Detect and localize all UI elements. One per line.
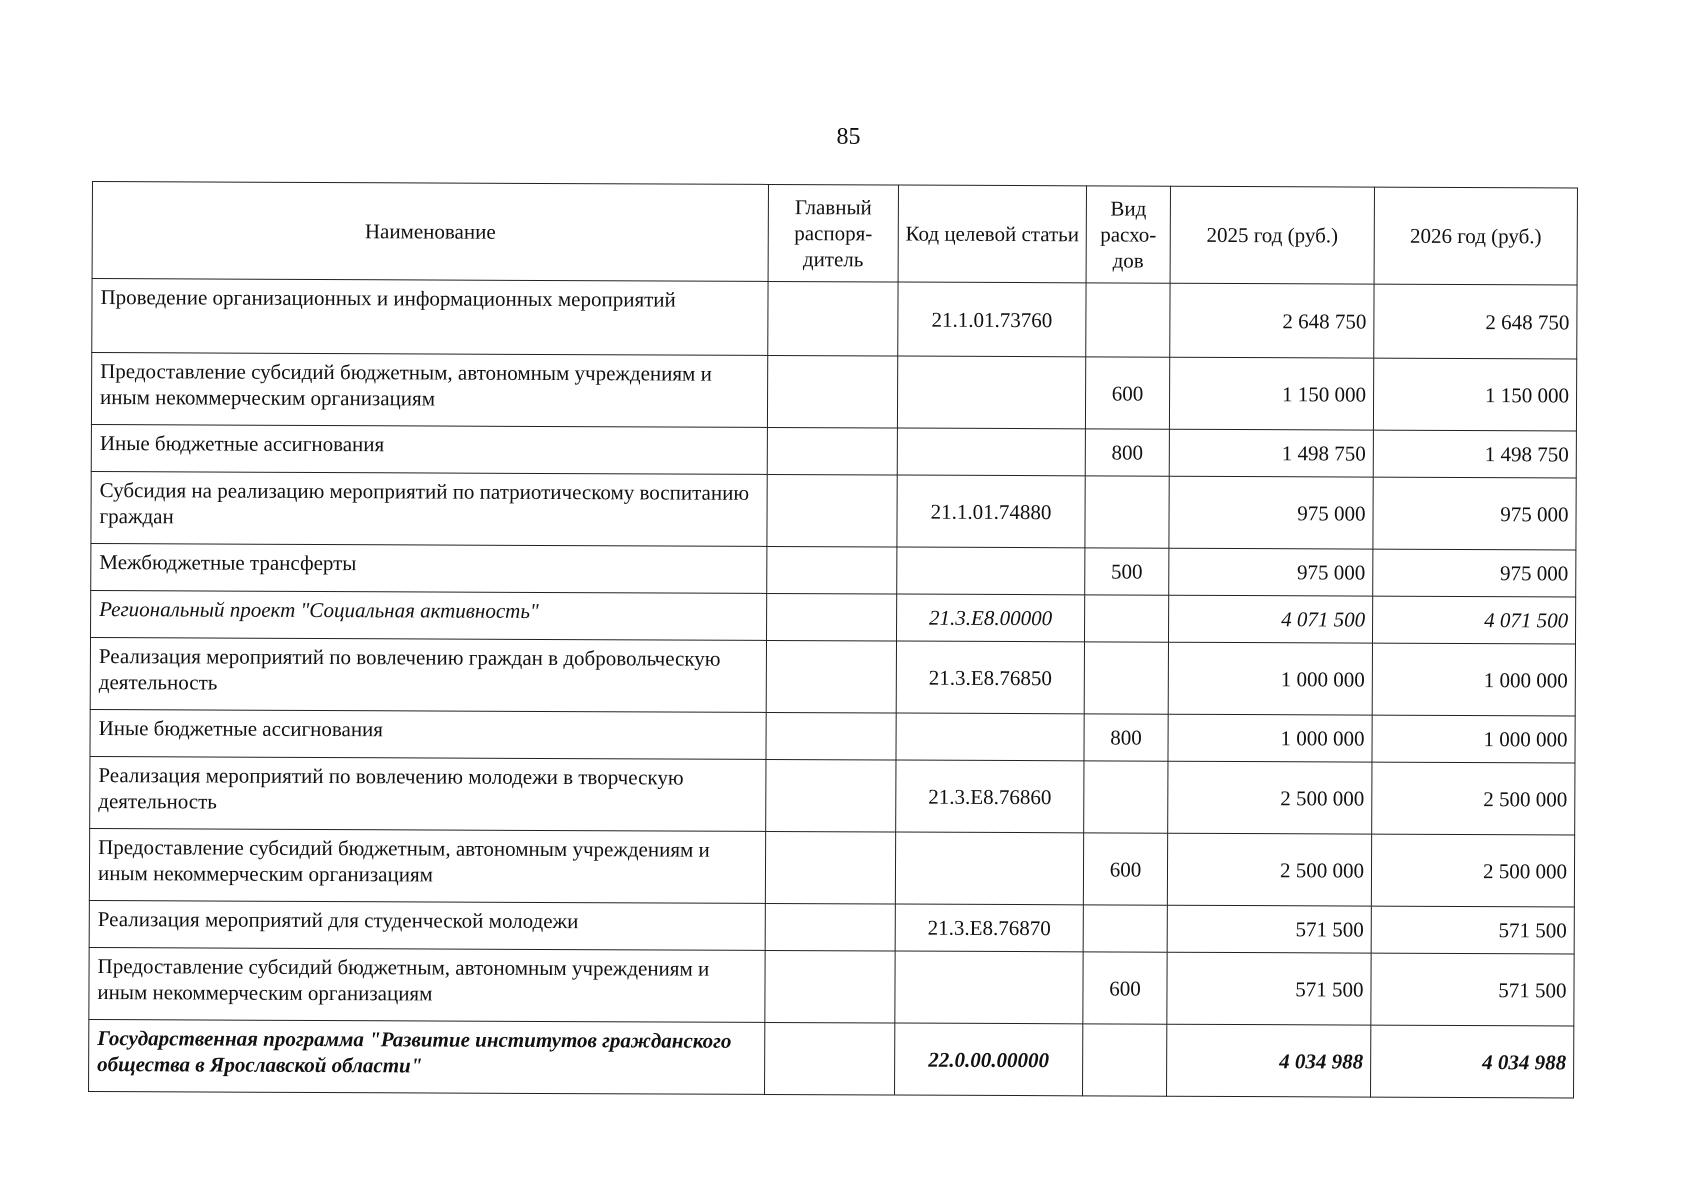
cell-kind: 500: [1085, 548, 1169, 595]
cell-code: 21.3.Е8.76870: [895, 904, 1083, 952]
cell-y2026: 1 498 750: [1373, 430, 1576, 478]
header-name: Наименование: [92, 182, 768, 282]
cell-manager: [768, 281, 898, 356]
cell-y2026: 571 500: [1371, 953, 1574, 1026]
table-row: [91, 424, 1576, 477]
cell-kind: [1083, 1024, 1167, 1096]
cell-y2025: 1 000 000: [1168, 714, 1372, 762]
cell-y2025: 2 500 000: [1167, 833, 1371, 906]
table-body: [89, 279, 1578, 1098]
table-row: [91, 590, 1576, 643]
cell-kind: [1083, 905, 1167, 952]
cell-kind: 800: [1085, 429, 1169, 476]
cell-y2025: 4 034 988: [1167, 1024, 1371, 1097]
budget-table: [88, 181, 1578, 1098]
cell-kind: [1085, 476, 1169, 548]
cell-kind: [1086, 283, 1170, 357]
page-number: 85: [836, 124, 861, 150]
cell-code: [896, 713, 1084, 761]
table-row: [89, 900, 1574, 953]
cell-manager: [767, 474, 897, 547]
cell-code: 22.0.00.00000: [895, 1023, 1083, 1096]
cell-manager: [767, 593, 897, 641]
cell-manager: [767, 427, 897, 475]
cell-y2026: 1 000 000: [1372, 715, 1575, 763]
cell-name: Субсидия на реализацию мероприятий по патриотическому воспитанию граждан: [91, 471, 767, 546]
cell-y2025: 4 071 500: [1168, 595, 1372, 643]
cell-code: 21.3.Е8.00000: [897, 594, 1085, 642]
table-row: [89, 947, 1574, 1025]
cell-y2026: 4 034 988: [1371, 1025, 1574, 1098]
cell-manager: [765, 950, 895, 1023]
table-row: [90, 637, 1575, 715]
cell-y2025: 571 500: [1167, 905, 1371, 953]
cell-y2025: 2 500 000: [1168, 761, 1372, 834]
cell-code: 21.3.Е8.76860: [896, 760, 1084, 833]
cell-kind: [1084, 642, 1168, 714]
cell-name: Иные бюджетные ассигнования: [90, 709, 766, 759]
cell-name: Региональный проект "Социальная активность": [91, 590, 767, 640]
cell-name: Реализация мероприятий для студенческой молодежи: [89, 900, 765, 950]
cell-y2026: 1 150 000: [1373, 358, 1576, 431]
cell-manager: [767, 355, 897, 428]
header-kind: Вид расхо-дов: [1086, 186, 1170, 283]
cell-name: Иные бюджетные ассигнования: [91, 424, 767, 474]
cell-y2026: 1 000 000: [1372, 643, 1575, 716]
cell-code: [895, 951, 1083, 1024]
header-manager: Главный распоря-дитель: [768, 184, 898, 282]
cell-y2026: 2 500 000: [1371, 834, 1574, 907]
table-row: [90, 756, 1575, 834]
cell-code: 21.1.01.73760: [898, 282, 1086, 357]
cell-name: Предоставление субсидий бюджетным, автономным учреждениям и иным некоммерческим организациям: [89, 828, 765, 903]
cell-code: [897, 428, 1085, 476]
table-row: [89, 828, 1574, 906]
header-2026: 2026 год (руб.): [1374, 187, 1577, 285]
cell-name: Предоставление субсидий бюджетным, автономным учреждениям и иным некоммерческим организациям: [89, 947, 765, 1022]
cell-y2025: 2 648 750: [1170, 283, 1374, 358]
table-row: [92, 279, 1577, 359]
cell-name: Предоставление субсидий бюджетным, автономным учреждениям и иным некоммерческим организациям: [91, 353, 767, 428]
cell-y2026: 4 071 500: [1372, 596, 1575, 644]
cell-kind: [1084, 595, 1168, 642]
table-header-row: [92, 182, 1577, 285]
table-row: [91, 353, 1576, 431]
cell-name: Проведение организационных и информационных мероприятий: [92, 279, 768, 356]
cell-kind: 800: [1084, 714, 1168, 761]
header-2025: 2025 год (руб.): [1170, 186, 1374, 284]
cell-y2026: 2 500 000: [1372, 762, 1575, 835]
cell-manager: [765, 831, 895, 904]
cell-manager: [767, 546, 897, 594]
cell-code: [895, 832, 1083, 905]
header-code: Код целевой статьи: [898, 185, 1086, 283]
cell-y2026: 571 500: [1371, 906, 1574, 954]
cell-code: [897, 547, 1085, 595]
table-row: [91, 471, 1576, 549]
cell-y2025: 1 498 750: [1169, 429, 1373, 477]
cell-y2026: 2 648 750: [1374, 284, 1577, 359]
cell-kind: [1084, 761, 1168, 833]
cell-y2025: 571 500: [1167, 952, 1371, 1025]
cell-manager: [765, 1022, 895, 1095]
cell-y2026: 975 000: [1373, 477, 1576, 550]
cell-kind: 600: [1083, 952, 1167, 1024]
cell-y2025: 1 000 000: [1168, 642, 1372, 715]
cell-kind: 600: [1085, 357, 1169, 429]
cell-y2025: 975 000: [1169, 548, 1373, 596]
cell-y2025: 975 000: [1169, 476, 1373, 549]
cell-name: Реализация мероприятий по вовлечению граждан в добровольческую деятельность: [90, 637, 766, 712]
cell-name: Реализация мероприятий по вовлечению молодежи в творческую деятельность: [90, 756, 766, 831]
cell-name: Государственная программа "Развитие институтов гражданского общества в Ярославской области": [89, 1019, 765, 1094]
table-row: [89, 1019, 1574, 1097]
cell-y2025: 1 150 000: [1169, 357, 1373, 430]
cell-manager: [766, 640, 896, 713]
cell-manager: [765, 903, 895, 951]
cell-manager: [766, 759, 896, 832]
table-row: [91, 543, 1576, 596]
table-row: [90, 709, 1575, 762]
cell-manager: [766, 712, 896, 760]
cell-y2026: 975 000: [1373, 549, 1576, 597]
cell-name: Межбюджетные трансферты: [91, 543, 767, 593]
cell-code: 21.3.Е8.76850: [896, 641, 1084, 714]
cell-kind: 600: [1083, 833, 1167, 905]
cell-code: 21.1.01.74880: [897, 475, 1085, 548]
cell-code: [897, 356, 1085, 429]
